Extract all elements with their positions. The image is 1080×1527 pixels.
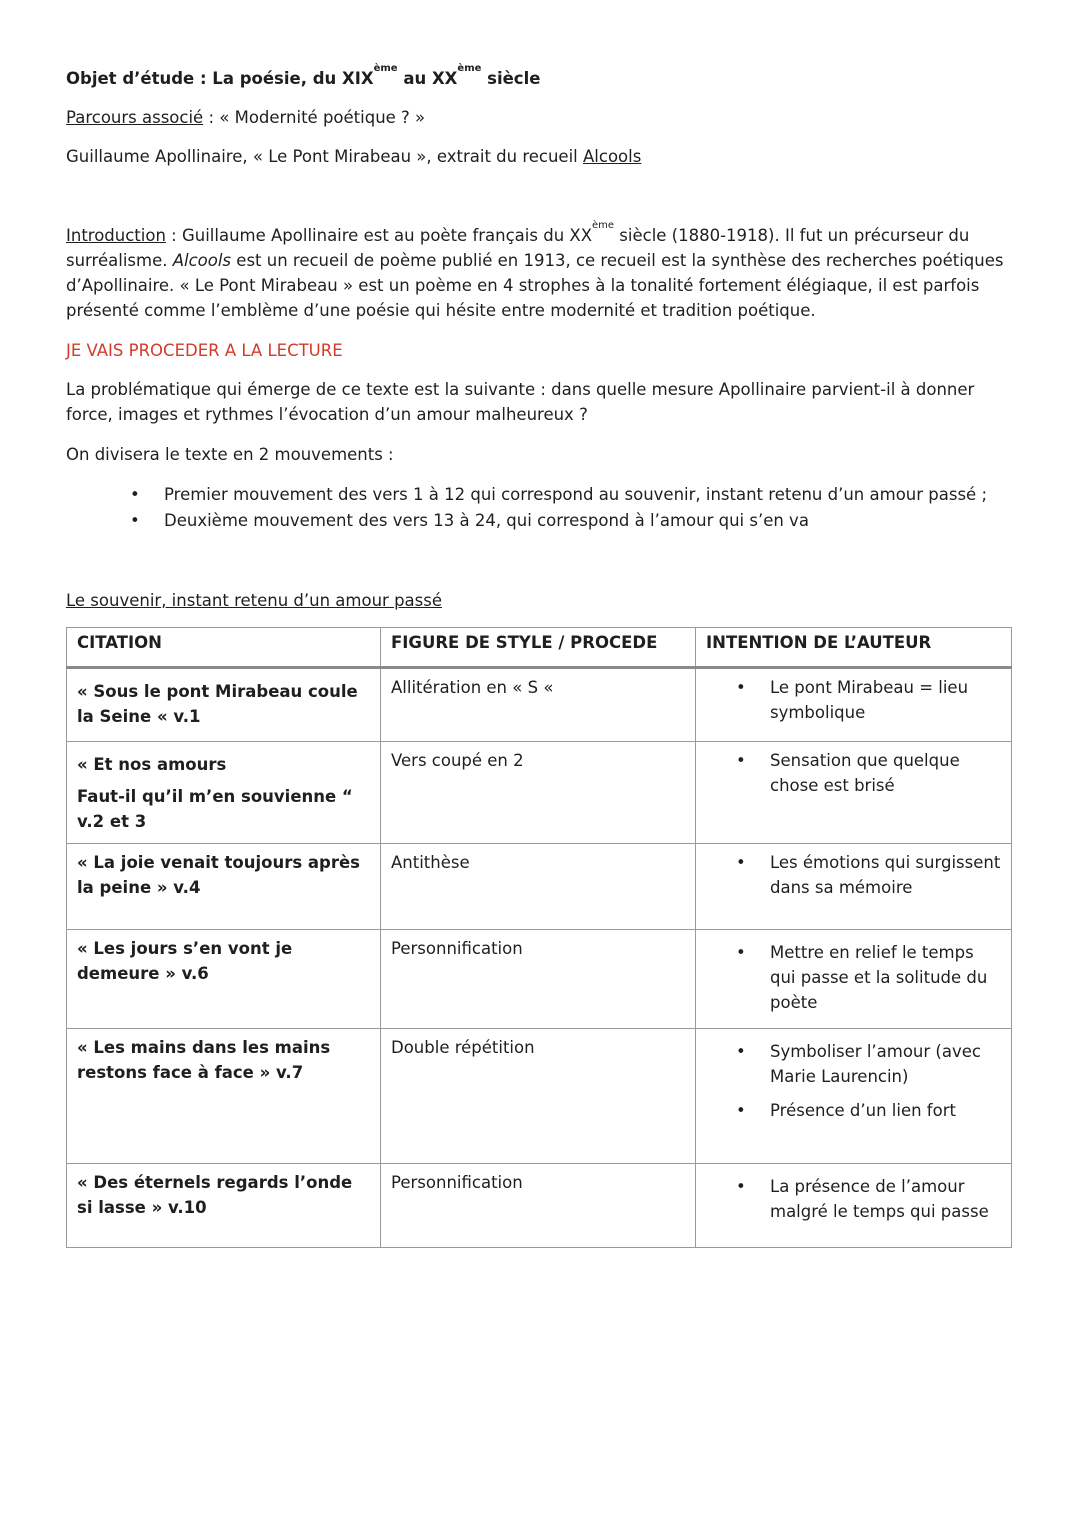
analysis-table (66, 627, 1012, 1248)
intention-cell (696, 1029, 1012, 1164)
table-row (67, 844, 1012, 930)
citation-cell: « Et nos amours Faut-il qu’il m’en souvienne “ v.2 et 3 (67, 742, 381, 844)
list-item: • Présence d’un lien fort (736, 1101, 956, 1120)
list-item: • Premier mouvement des vers 1 à 12 qui correspond au souvenir, instant retenu d’un amour passé ; (66, 482, 987, 508)
header-intention: INTENTION DE L’AUTEUR (696, 628, 1012, 668)
figure-cell: Vers coupé en 2 (381, 742, 696, 844)
table-row (67, 668, 1012, 742)
work-title: Alcools (583, 147, 642, 166)
table-header-row (67, 628, 1012, 668)
bullet-icon: • (130, 485, 140, 504)
list-item: • Mettre en relief le temps qui passe et la solitude du poète (736, 943, 988, 1012)
citation-cell: « Les mains dans les mains restons face à face » v.7 (67, 1029, 381, 1164)
citation-cell: « Les jours s’en vont je demeure » v.6 (67, 930, 381, 1029)
list-item: • Deuxième mouvement des vers 13 à 24, qui correspond à l’amour qui s’en va (66, 508, 987, 534)
list-item: • Symboliser l’amour (avec Marie Laurencin) (736, 1042, 981, 1086)
table-row (67, 1164, 1012, 1248)
intention-cell (696, 930, 1012, 1029)
table-row (67, 930, 1012, 1029)
figure-cell: Personnification (381, 1164, 696, 1248)
problematique-paragraph: La problématique qui émerge de ce texte est la suivante : dans quelle mesure Apollinaire parvient-il à donner force, images et rythmes l’évocation d’un amour malheureux ? (66, 380, 975, 424)
work-reference: Guillaume Apollinaire, « Le Pont Mirabeau », extrait du recueil Alcools (66, 147, 642, 166)
figure-cell: Double répétition (381, 1029, 696, 1164)
division-line: On divisera le texte en 2 mouvements : (66, 445, 394, 464)
parcours-label: Parcours associé (66, 108, 204, 127)
figure-cell: Personnification (381, 930, 696, 1029)
intention-cell (696, 668, 1012, 742)
intention-cell (696, 844, 1012, 930)
figure-cell: Allitération en « S « (381, 668, 696, 742)
intention-cell (696, 742, 1012, 844)
objet-etude-heading: Objet d’étude : La poésie, du XIXème au XXème siècle (66, 63, 541, 88)
list-item: • Le pont Mirabeau = lieu symbolique (736, 678, 969, 722)
figure-cell: Antithèse (381, 844, 696, 930)
table-row (67, 742, 1012, 844)
parcours-line: Parcours associé : « Modernité poétique ? » (66, 108, 426, 127)
mouvements-list (66, 482, 987, 534)
header-figure: FIGURE DE STYLE / PROCEDE (381, 628, 696, 668)
introduction-paragraph: Introduction : Guillaume Apollinaire est au poète français du XXème siècle (1880-1918). Il fut un précurseur du surréalisme. Alcools est un recueil de poème publié en 1913, ce recueil est la synthèse des recherches poétiques d’Apollinaire. « Le Pont Mirabeau » est un poème en 4 strophes à la tonalité fortement élégiaque, il est parfois présenté comme l’emblème d’une poésie qui hésite entre modernité et tradition poétique. (66, 220, 1004, 320)
section-title: Le souvenir, instant retenu d’un amour passé (66, 591, 442, 610)
table-row (67, 1029, 1012, 1164)
intention-cell (696, 1164, 1012, 1248)
citation-cell: « La joie venait toujours après la peine » v.4 (67, 844, 381, 930)
header-citation: CITATION (67, 628, 381, 668)
list-item: • Sensation que quelque chose est brisé (736, 751, 960, 795)
introduction-label: Introduction (66, 226, 166, 245)
citation-cell: « Sous le pont Mirabeau coule la Seine « v.1 (67, 668, 381, 742)
lecture-instruction: JE VAIS PROCEDER A LA LECTURE (66, 341, 343, 360)
citation-cell: « Des éternels regards l’onde si lasse » v.10 (67, 1164, 381, 1248)
list-item: • La présence de l’amour malgré le temps qui passe (736, 1177, 989, 1221)
list-item: • Les émotions qui surgissent dans sa mémoire (736, 853, 1001, 897)
bullet-icon: • (130, 511, 140, 530)
